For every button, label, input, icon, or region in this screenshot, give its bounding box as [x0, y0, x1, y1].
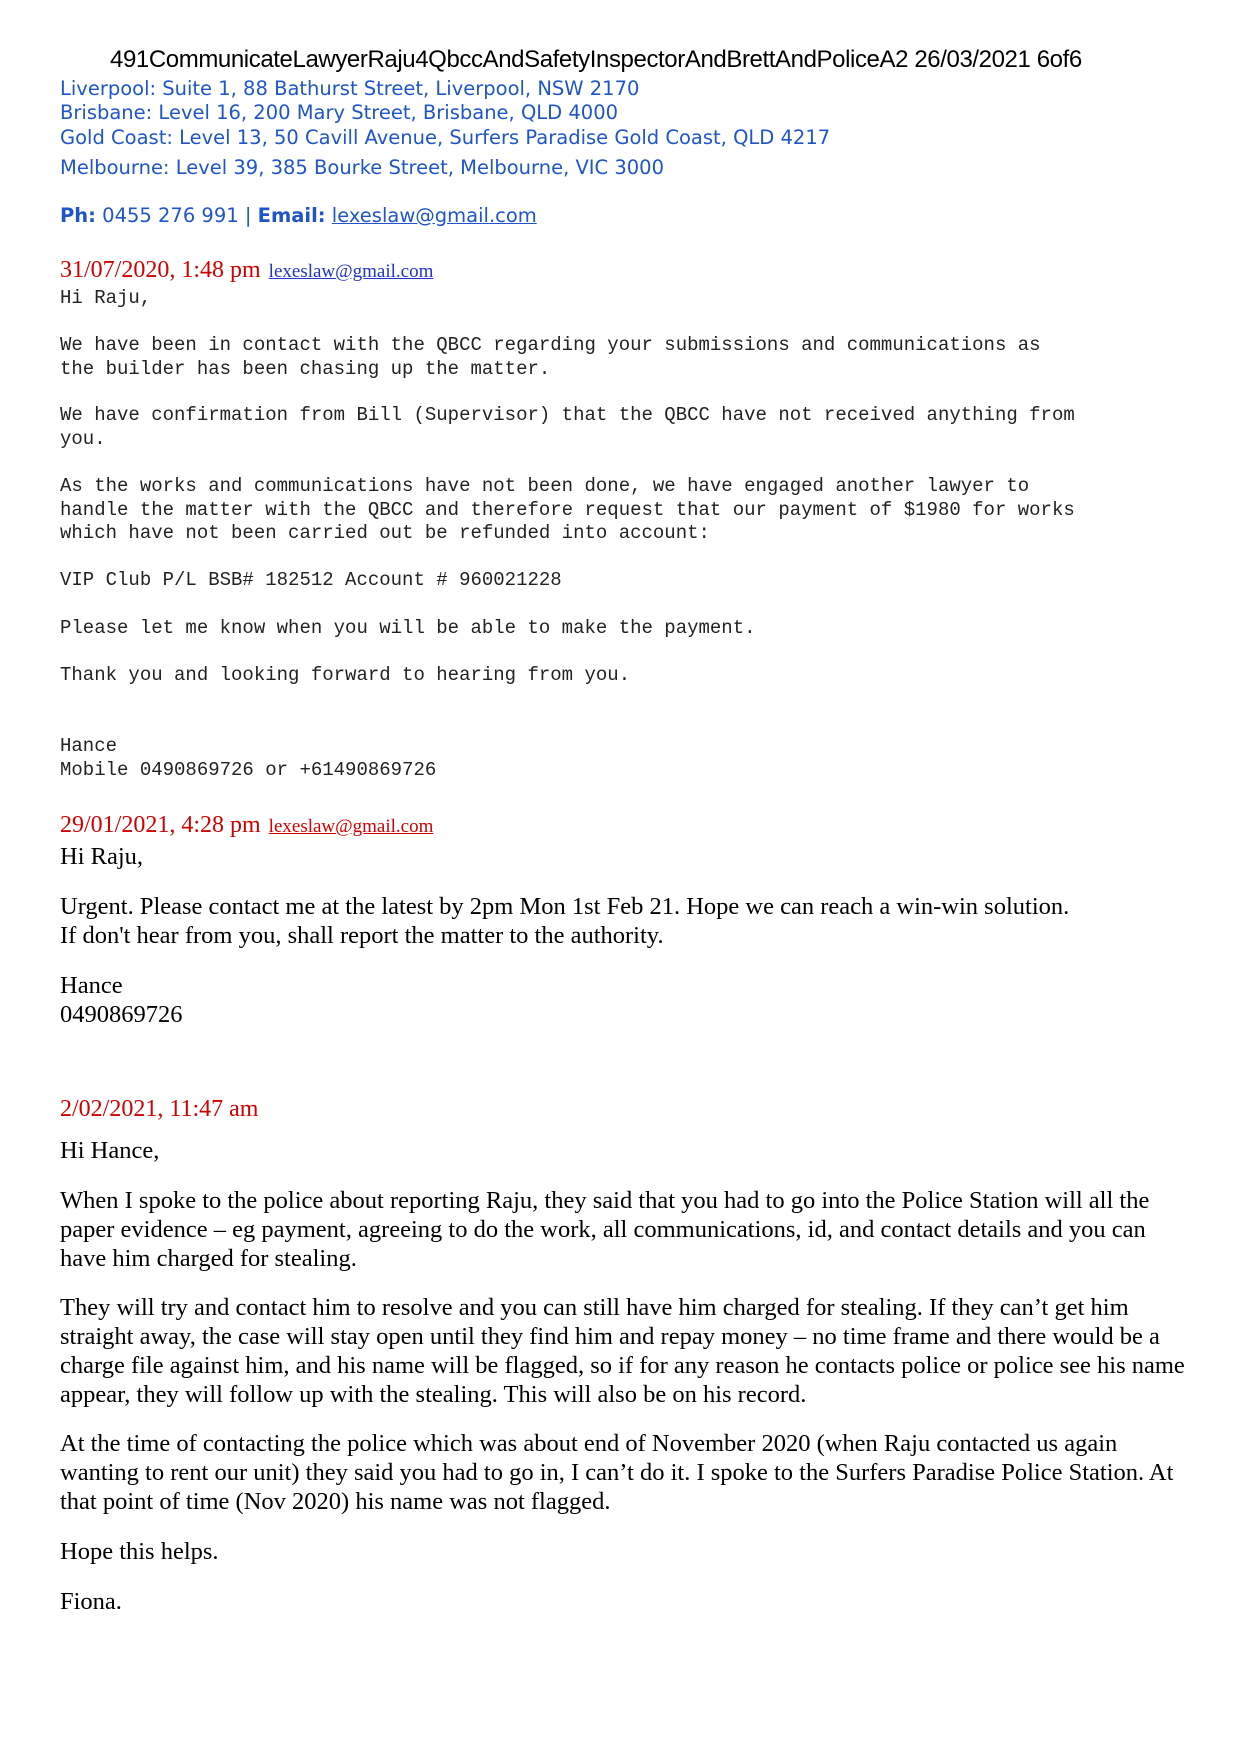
phone-label: Ph: — [60, 204, 96, 227]
email3-paragraph-3: At the time of contacting the police which was about end of November 2020 (when Raju contacted us again wanting to rent our unit) they said you had to go in, I can’t do it. I spoke to the Surfers Paradise Police Station. At that point of time (Nov 2020) his name was not flagged. — [60, 1430, 1174, 1515]
email3-paragraph-2: They will try and contact him to resolve and you can still have him charged for stealing. If they can’t get him straight away, the case will stay open until they find him and repay money – no time frame and there would be a charge file against him, and his name will be flagged, so if for any reason he contacts police or police see his name appear, they will follow up with the stealing. This will also be on his record. — [60, 1294, 1185, 1408]
contact-email-link[interactable]: lexeslaw@gmail.com — [331, 204, 537, 227]
office-brisbane: Brisbane: Level 16, 200 Mary Street, Brisbane, QLD 4000 — [60, 101, 619, 124]
email1-paragraph-4: Please let me know when you will be able to make the payment. — [60, 617, 756, 639]
email1-account: VIP Club P/L BSB# 182512 Account # 960021228 — [60, 569, 562, 591]
phone-number: 0455 276 991 | — [95, 204, 258, 227]
email2-timestamp: 29/01/2021, 4:28 pm — [60, 812, 261, 838]
email3-greeting: Hi Hance, — [60, 1137, 160, 1164]
email2-header — [60, 812, 433, 839]
email1-signature: Hance Mobile 0490869726 or +61490869726 — [60, 735, 437, 781]
email2-from-link[interactable]: lexeslaw@gmail.com — [268, 816, 434, 837]
email1-paragraph-2: We have confirmation from Bill (Supervisor) that the QBCC have not received anything from you. — [60, 404, 1075, 450]
office-melbourne: Melbourne: Level 39, 385 Bourke Street, Melbourne, VIC 3000 — [60, 156, 664, 179]
email1-paragraph-1: We have been in contact with the QBCC regarding your submissions and communications as the builder has been chasing up the matter. — [60, 334, 1041, 380]
email1-header — [60, 257, 433, 284]
email3-sign-off: Fiona. — [60, 1588, 122, 1615]
email3-header — [60, 1096, 258, 1123]
email-label: Email: — [257, 204, 326, 227]
email2-signature-phone: 0490869726 — [60, 1001, 183, 1028]
email3-paragraph-1: When I spoke to the police about reporting Raju, they said that you had to go into the Police Station will all the paper evidence – eg payment, agreeing to do the work, all communications, id, and contact details and you can have him charged for stealing. — [60, 1187, 1150, 1272]
email1-paragraph-3: As the works and communications have not been done, we have engaged another lawyer to handle the matter with the QBCC and therefore request that our payment of $1980 for works which have not been carried out be refunded into account: — [60, 475, 1075, 544]
email2-paragraph-1: Urgent. Please contact me at the latest by 2pm Mon 1st Feb 21. Hope we can reach a win-win solution. — [60, 893, 1070, 920]
office-liverpool: Liverpool: Suite 1, 88 Bathurst Street, Liverpool, NSW 2170 — [60, 77, 640, 100]
document-header: 491CommunicateLawyerRaju4QbccAndSafetyInspectorAndBrettAndPoliceA2 26/03/2021 6of6 — [110, 46, 1082, 73]
email2-signature-name: Hance — [60, 972, 123, 999]
email1-paragraph-5: Thank you and looking forward to hearing from you. — [60, 664, 631, 686]
email1-greeting: Hi Raju, — [60, 287, 152, 309]
email3-timestamp: 2/02/2021, 11:47 am — [60, 1096, 259, 1122]
email2-paragraph-2: If don't hear from you, shall report the matter to the authority. — [60, 922, 664, 949]
email3-paragraph-4: Hope this helps. — [60, 1538, 219, 1565]
email1-from-link[interactable]: lexeslaw@gmail.com — [268, 261, 434, 282]
contact-line — [60, 204, 537, 227]
office-gold-coast: Gold Coast: Level 13, 50 Cavill Avenue, Surfers Paradise Gold Coast, QLD 4217 — [60, 126, 831, 149]
email2-greeting: Hi Raju, — [60, 843, 144, 870]
email1-timestamp: 31/07/2020, 1:48 pm — [60, 257, 261, 283]
